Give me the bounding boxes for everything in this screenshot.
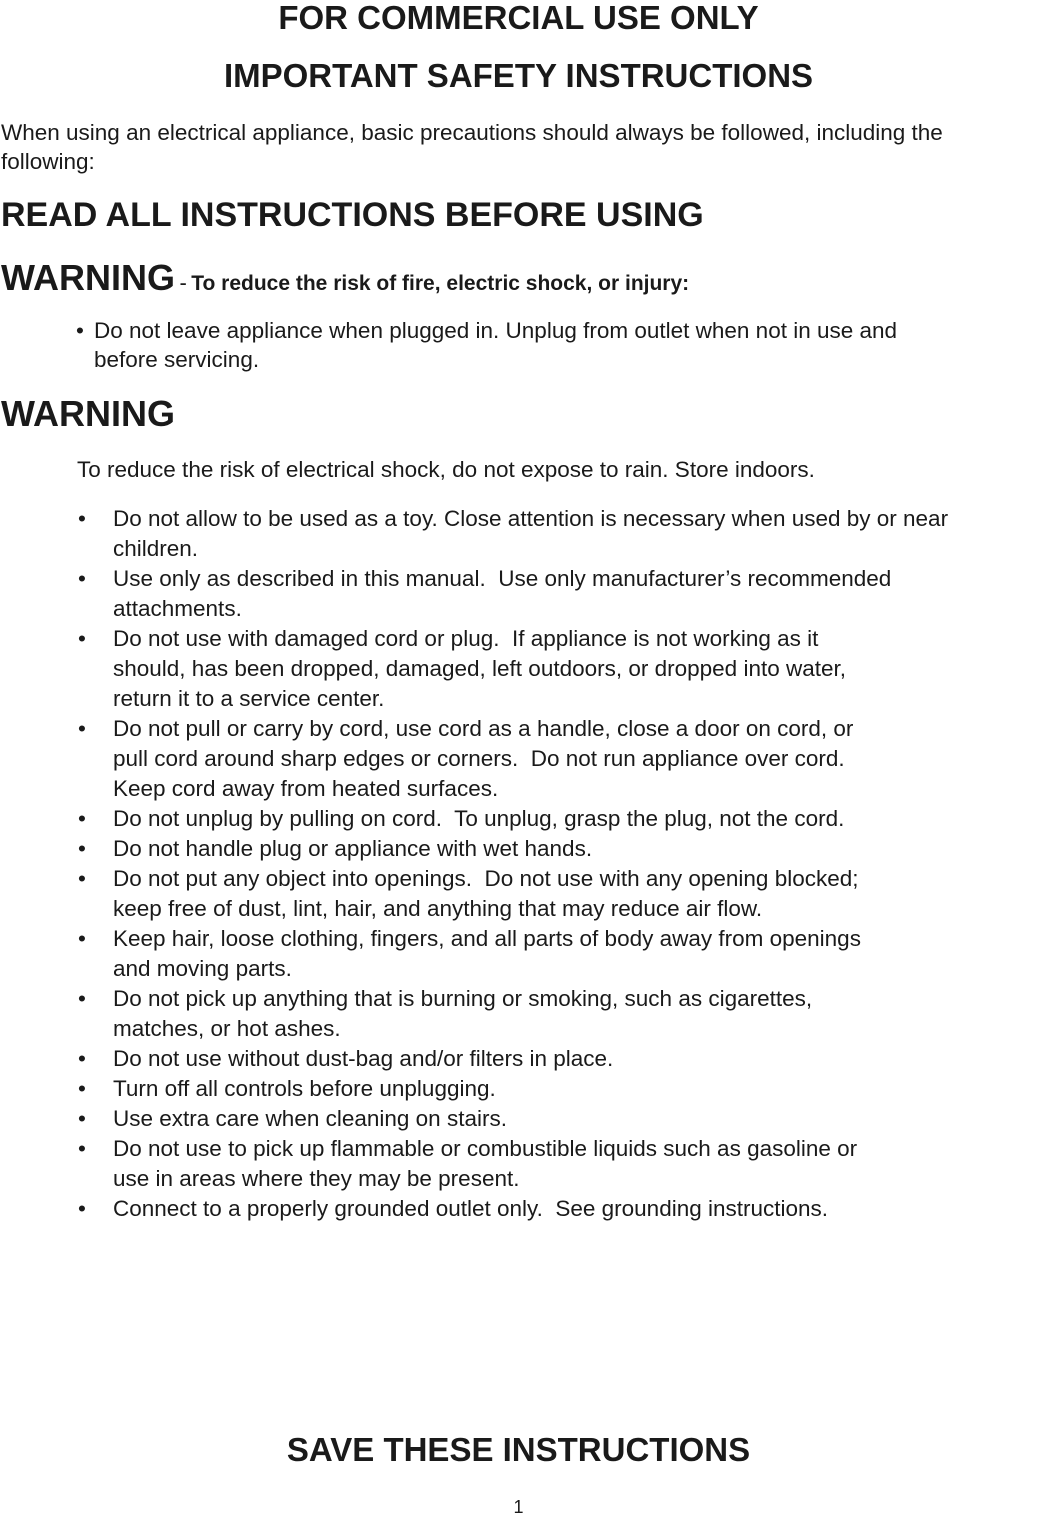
bullet-marker: • (78, 986, 86, 1011)
bullet-marker: • (78, 926, 86, 951)
bullet-item: Do not unplug by pulling on cord. To unplug, grasp the plug, not the cord. (113, 806, 845, 831)
warning-1-item-line-1: Do not leave appliance when plugged in. Unplug from outlet when not in use and (94, 318, 898, 343)
bullet-marker: • (78, 1136, 86, 1161)
bullet-marker: • (78, 506, 86, 531)
warning-1-bullet: • (76, 318, 84, 343)
warning-1-item-line-2: before servicing. (94, 347, 260, 372)
save-instructions-heading: SAVE THESE INSTRUCTIONS (286, 1431, 751, 1468)
bullet-marker: • (78, 1076, 86, 1101)
warning-2-label: WARNING (1, 393, 175, 434)
bullet-marker: • (78, 1106, 86, 1131)
warning-1-text: To reduce the risk of fire, electric shock, or injury: (191, 272, 690, 295)
bullet-item: Do not put any object into openings. Do not use with any opening blocked; keep free of dust, lint, hair, and anything that may reduce air flow. (113, 866, 859, 921)
bullet-item: Do not allow to be used as a toy. Close attention is necessary when used by or near children. (113, 506, 949, 561)
bullet-item: Use only as described in this manual. Use only manufacturer’s recommended attachments. (113, 566, 892, 621)
bullet-marker: • (78, 866, 86, 891)
bullet-item: Use extra care when cleaning on stairs. (113, 1106, 507, 1131)
warning-2-text: To reduce the risk of electrical shock, do not expose to rain. Store indoors. (77, 457, 815, 482)
bullet-item: Do not use with damaged cord or plug. If appliance is not working as it should, has been dropped, damaged, left outdoors, or dropped into water, return it to a service center. (113, 626, 847, 711)
intro-line-1: When using an electrical appliance, basic precautions should always be followed, including the (1, 120, 943, 145)
header-safety-instructions: IMPORTANT SAFETY INSTRUCTIONS (223, 57, 814, 94)
bullet-marker: • (78, 836, 86, 861)
bullet-marker: • (78, 626, 86, 651)
bullet-marker: • (78, 1196, 86, 1221)
bullet-item: Do not use to pick up flammable or combustible liquids such as gasoline or use in areas where they may be present. (113, 1136, 858, 1191)
bullet-item: Do not handle plug or appliance with wet hands. (113, 836, 593, 861)
warning-1-label: WARNING (1, 257, 175, 298)
bullet-item: Connect to a properly grounded outlet only. See grounding instructions. (113, 1196, 829, 1221)
bullet-marker: • (78, 716, 86, 741)
bullet-item: Do not use without dust-bag and/or filters in place. (113, 1046, 614, 1071)
header-commercial-use: FOR COMMERCIAL USE ONLY (278, 0, 759, 36)
read-all-heading: READ ALL INSTRUCTIONS BEFORE USING (1, 196, 704, 234)
bullet-marker: • (78, 566, 86, 591)
bullet-marker: • (78, 1046, 86, 1071)
bullet-marker: • (78, 806, 86, 831)
bullet-item: Turn off all controls before unplugging. (113, 1076, 496, 1101)
bullet-item: Do not pull or carry by cord, use cord as a handle, close a door on cord, or pull cord around sharp edges or corners. Do not run appliance over cord. Keep cord away from heated surfaces. (113, 716, 854, 801)
warning-1-dash: - (179, 270, 187, 295)
warning-1-heading (1, 258, 689, 298)
bullet-item: Do not pick up anything that is burning or smoking, such as cigarettes, matches, or hot ashes. (113, 986, 813, 1041)
bullet-item: Keep hair, loose clothing, fingers, and all parts of body away from openings and moving parts. (113, 926, 861, 981)
intro-line-2: following: (1, 149, 95, 174)
page-number: 1 (513, 1497, 524, 1517)
